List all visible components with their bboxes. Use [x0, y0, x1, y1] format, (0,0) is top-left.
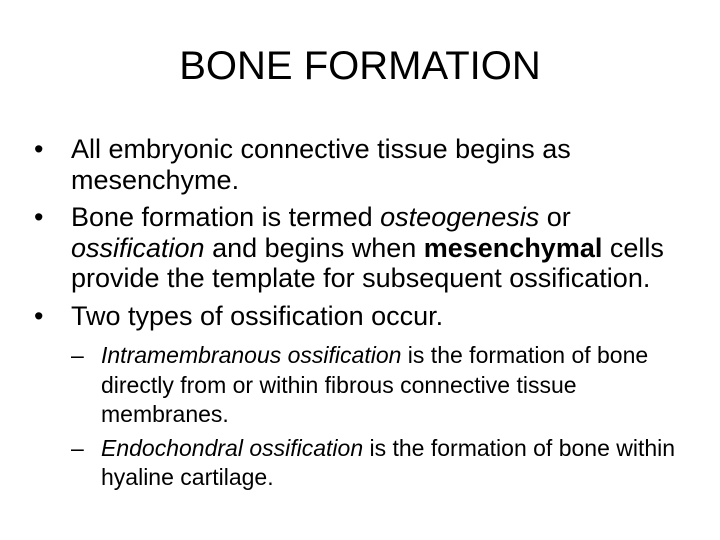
bullet-text: All embryonic connective tissue begins as mesenchyme.	[71, 134, 571, 195]
sub-bullet-marker: –	[71, 342, 84, 368]
bullet-text: Two types of ossification occur.	[71, 300, 444, 331]
bullet-text: Bone formation is termed	[71, 202, 381, 232]
bullet-list	[34, 134, 694, 493]
bullet-item	[34, 301, 694, 332]
bullet-marker: •	[34, 202, 44, 232]
bullet-text: and begins when	[204, 232, 424, 263]
bullet-marker: •	[34, 300, 44, 331]
bullet-text: or	[539, 202, 571, 232]
term-ossification: ossification	[71, 232, 205, 263]
bullet-marker: •	[34, 134, 44, 164]
term-intramembranous-ossification: Intramembranous ossification	[101, 342, 402, 368]
sub-bullet-marker: –	[71, 434, 84, 461]
sub-bullet-text: is the formation of bone within hyaline cartilage.	[101, 434, 676, 490]
sub-bullet-item	[71, 341, 694, 430]
term-osteogenesis: osteogenesis	[380, 202, 540, 232]
bullet-item	[34, 202, 694, 294]
sub-bullet-text: is the formation of bone directly from or within fibrous connective tissue membranes.	[101, 342, 649, 427]
slide-title: BONE FORMATION	[179, 44, 541, 88]
term-endochondral-ossification: Endochondral ossification	[101, 434, 364, 461]
bullet-item	[34, 134, 694, 195]
sub-bullet-item	[71, 434, 694, 493]
bullet-text: cells provide the template for subsequent ossification.	[71, 232, 664, 293]
term-mesenchymal: mesenchymal	[423, 232, 603, 263]
